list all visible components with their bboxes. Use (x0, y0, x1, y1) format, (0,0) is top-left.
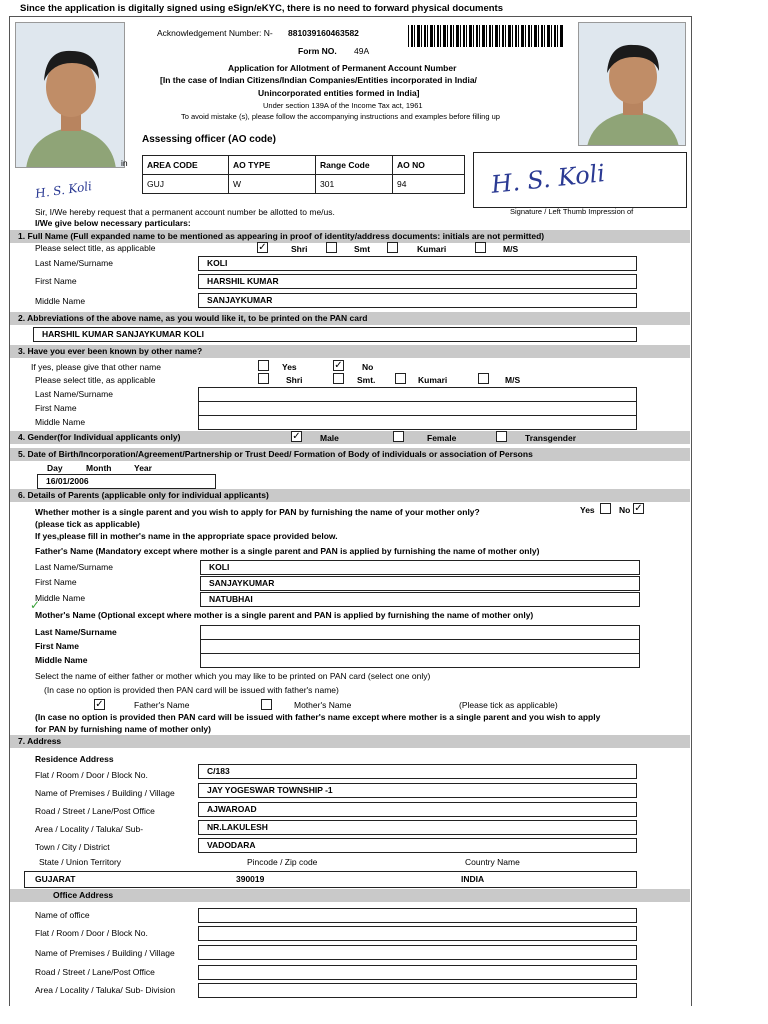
person-photo-icon (579, 23, 686, 146)
road-field[interactable]: AJWAROAD (198, 802, 637, 817)
other-title-ms-label: M/S (505, 375, 521, 385)
form-title-3: Unincorporated entities formed in India] (258, 88, 420, 98)
other-middle-name-label: Middle Name (35, 417, 86, 427)
mother-fill-note: If yes,please fill in mother's name in the appropriate space provided below. (35, 531, 338, 541)
mother-first-name-field[interactable] (200, 639, 640, 654)
flat-field[interactable]: C/183 (198, 764, 637, 779)
gender-male-label: Male (320, 433, 339, 443)
gender-male-checkbox[interactable] (291, 431, 302, 442)
form-title-1: Application for Allotment of Permanent Account Number (228, 63, 457, 73)
other-title-kumari-label: Kumari (418, 375, 448, 385)
office-name-field[interactable] (198, 908, 637, 923)
form-no-value: 49A (354, 46, 370, 56)
flat-label: Flat / Room / Door / Block No. (35, 770, 148, 780)
title-kumari-label: Kumari (417, 244, 447, 254)
form-title-4: Under section 139A of the Income Tax act, 1961 (263, 101, 423, 110)
other-title-shri-label: Shri (286, 375, 303, 385)
pan-card-name-field[interactable]: HARSHIL KUMAR SANJAYKUMAR KOLI (33, 327, 637, 342)
mother-middle-name-field[interactable] (200, 653, 640, 668)
town-label: Town / City / District (35, 842, 110, 852)
mother-last-name-field[interactable] (200, 625, 640, 640)
single-parent-no-label: No (619, 505, 631, 515)
title-kumari-checkbox[interactable] (387, 242, 398, 253)
section-7-heading: 7. Address (10, 735, 690, 748)
ao-value-type: W (229, 175, 316, 194)
state-label: State / Union Territory (39, 857, 122, 867)
section-5-heading: 5. Date of Birth/Incorporation/Agreement/Partnership or Trust Deed/ Formation of Body of individuals or association of Persons (10, 448, 690, 461)
mother-name-heading: Mother's Name (Optional except where mother is a single parent and PAN is applied by furnishing the name of mother only) (35, 610, 534, 620)
other-title-smt-checkbox[interactable] (333, 373, 344, 384)
other-select-title-label: Please select title, as applicable (35, 375, 156, 385)
other-title-shri-checkbox[interactable] (258, 373, 269, 384)
form-no-label: Form NO. (298, 46, 337, 56)
other-name-yes-checkbox[interactable] (258, 360, 269, 371)
other-name-no-label: No (362, 362, 374, 372)
print-mother-checkbox[interactable] (261, 699, 272, 710)
father-middle-name-field[interactable]: NATUBHAI (200, 592, 640, 607)
gender-transgender-checkbox[interactable] (496, 431, 507, 442)
father-last-name-label: Last Name/Surname (35, 562, 113, 572)
father-name-heading: Father's Name (Mandatory except where mother is a single parent and PAN is applied by furnishing the name of mother only) (35, 546, 540, 556)
other-first-name-field[interactable] (198, 401, 637, 416)
title-shri-checkbox[interactable] (257, 242, 268, 253)
other-last-name-label: Last Name/Surname (35, 389, 113, 399)
ao-header-range: Range Code (316, 156, 393, 175)
gender-female-label: Female (427, 433, 457, 443)
middle-name-field[interactable]: SANJAYKUMAR (198, 293, 637, 308)
office-address-heading: Office Address (53, 890, 114, 900)
ao-table (142, 155, 465, 194)
print-father-checkbox[interactable] (94, 699, 105, 710)
ao-value-area: GUJ (143, 175, 229, 194)
single-parent-yes-label: Yes (580, 505, 595, 515)
single-parent-question: Whether mother is a single parent and you wish to apply for PAN by furnishing the name of your mother only? (35, 507, 480, 517)
gender-transgender-label: Transgender (525, 433, 577, 443)
mother-last-name-label: Last Name/Surname (35, 627, 117, 637)
other-middle-name-field[interactable] (198, 415, 637, 430)
father-last-name-field[interactable]: KOLI (200, 560, 640, 575)
section-6-heading: 6. Details of Parents (applicable only for individual applicants) (10, 489, 690, 502)
dob-day-label: Day (47, 463, 63, 473)
barcode (408, 25, 564, 47)
ack-number: 881039160463582 (288, 28, 359, 38)
ao-title: Assessing officer (AO code) (142, 134, 276, 145)
title-ms-label: M/S (503, 244, 519, 254)
office-area-label: Area / Locality / Taluka/ Sub- Division (35, 985, 176, 995)
title-smt-label: Smt (354, 244, 371, 254)
ao-header-area: AREA CODE (143, 156, 229, 175)
other-title-smt-label: Smt. (357, 375, 376, 385)
signature-caption: Signature / Left Thumb Impression of (510, 207, 634, 216)
country-label: Country Name (465, 857, 520, 867)
office-road-field[interactable] (198, 965, 637, 980)
office-premises-label: Name of Premises / Building / Village (35, 948, 175, 958)
form-title-5: To avoid mistake (s), please follow the accompanying instructions and examples before filling up (181, 112, 500, 121)
premises-field[interactable]: JAY YOGESWAR TOWNSHIP -1 (198, 783, 637, 798)
last-name-label: Last Name/Surname (35, 258, 113, 268)
select-title-label: Please select title, as applicable (35, 243, 156, 253)
bold-note-1: (In case no option is provided then PAN card will be issued with father's name except where mother is a single parent and you wish to apply (35, 712, 601, 722)
signature-small: H. S. Koli (34, 179, 93, 201)
section-3-heading: 3. Have you ever been known by other name? (10, 345, 690, 358)
green-check-icon: ✓ (30, 598, 41, 612)
father-first-name-field[interactable]: SANJAYKUMAR (200, 576, 640, 591)
middle-name-label: Middle Name (35, 296, 86, 306)
title-ms-checkbox[interactable] (475, 242, 486, 253)
person-photo-icon (16, 23, 125, 168)
office-premises-field[interactable] (198, 945, 637, 960)
office-name-label: Name of office (35, 910, 90, 920)
applicant-photo-right (578, 22, 686, 146)
intro-line-2: I/We give below necessary particulars: (35, 218, 191, 228)
dob-field[interactable]: 16/01/2006 (37, 474, 216, 489)
office-road-label: Road / Street / Lane/Post Office (35, 967, 155, 977)
ao-header-no: AO NO (393, 156, 465, 175)
dob-year-label: Year (134, 463, 152, 473)
office-area-field[interactable] (198, 983, 637, 998)
title-smt-checkbox[interactable] (326, 242, 337, 253)
office-flat-label: Flat / Room / Door / Block No. (35, 928, 148, 938)
ack-label: Acknowledgement Number: N- (157, 28, 273, 38)
signature-box (473, 152, 687, 208)
first-name-label: First Name (35, 276, 77, 286)
single-parent-no-checkbox[interactable] (633, 503, 644, 514)
ao-value-no: 94 (393, 175, 465, 194)
dob-month-label: Month (86, 463, 112, 473)
form-title-2: [In the case of Indian Citizens/Indian Companies/Entities incorporated in India/ (160, 75, 477, 85)
section-2-heading: 2. Abbreviations of the above name, as you would like it, to be printed on the PAN card (10, 312, 690, 325)
country-field[interactable]: INDIA (461, 874, 485, 884)
gender-female-checkbox[interactable] (393, 431, 404, 442)
mother-first-name-label: First Name (35, 641, 79, 651)
pincode-field[interactable]: 390019 (236, 874, 265, 884)
other-name-question: If yes, please give that other name (31, 362, 161, 372)
applicant-photo-left (15, 22, 125, 168)
intro-line-1: Sir, I/We hereby request that a permanent account number be allotted to me/us. (35, 207, 335, 217)
esign-note: Since the application is digitally signed using eSign/eKYC, there is no need to forward physical documents (20, 3, 504, 14)
father-middle-name-label: Middle Name (35, 593, 86, 603)
other-last-name-field[interactable] (198, 387, 637, 402)
office-flat-field[interactable] (198, 926, 637, 941)
other-name-no-checkbox[interactable] (333, 360, 344, 371)
mother-middle-name-label: Middle Name (35, 655, 88, 665)
ao-header-type: AO TYPE (229, 156, 316, 175)
tick-note: (Please tick as applicable) (459, 700, 558, 710)
bold-note-2: for PAN by furnishing name of mother only) (35, 724, 211, 734)
ao-value-range: 301 (316, 175, 393, 194)
last-name-field[interactable]: KOLI (198, 256, 637, 271)
single-parent-yes-checkbox[interactable] (600, 503, 611, 514)
pincode-label: Pincode / Zip code (247, 857, 318, 867)
state-pin-country-row (24, 871, 637, 888)
residence-address-heading: Residence Address (35, 754, 114, 764)
section-4-heading: 4. Gender(for Individual applicants only) (10, 431, 690, 444)
default-father-note: (In case no option is provided then PAN card will be issued with father's name) (44, 685, 339, 695)
tick-applicable-note: (please tick as applicable) (35, 519, 140, 529)
title-shri-label: Shri (291, 244, 308, 254)
first-name-field[interactable]: HARSHIL KUMAR (198, 274, 637, 289)
father-first-name-label: First Name (35, 577, 77, 587)
section-1-heading: 1. Full Name (Full expanded name to be mentioned as appearing in proof of identity/address documents: initials are not permitted) (10, 230, 690, 243)
signature-large: H. S. Koli (489, 159, 607, 199)
select-print-name-label: Select the name of either father or mother which you may like to be printed on PAN card (select one only) (35, 671, 431, 681)
road-label: Road / Street / Lane/Post Office (35, 806, 155, 816)
other-name-yes-label: Yes (282, 362, 297, 372)
state-field[interactable]: GUJARAT (35, 874, 76, 884)
print-father-label: Father's Name (134, 700, 190, 710)
other-title-ms-checkbox[interactable] (478, 373, 489, 384)
in-text: in (121, 158, 128, 168)
other-title-kumari-checkbox[interactable] (395, 373, 406, 384)
other-first-name-label: First Name (35, 403, 77, 413)
print-mother-label: Mother's Name (294, 700, 352, 710)
area-label: Area / Locality / Taluka/ Sub- (35, 824, 144, 834)
premises-label: Name of Premises / Building / Village (35, 788, 175, 798)
area-field[interactable]: NR.LAKULESH (198, 820, 637, 835)
town-field[interactable]: VADODARA (198, 838, 637, 853)
